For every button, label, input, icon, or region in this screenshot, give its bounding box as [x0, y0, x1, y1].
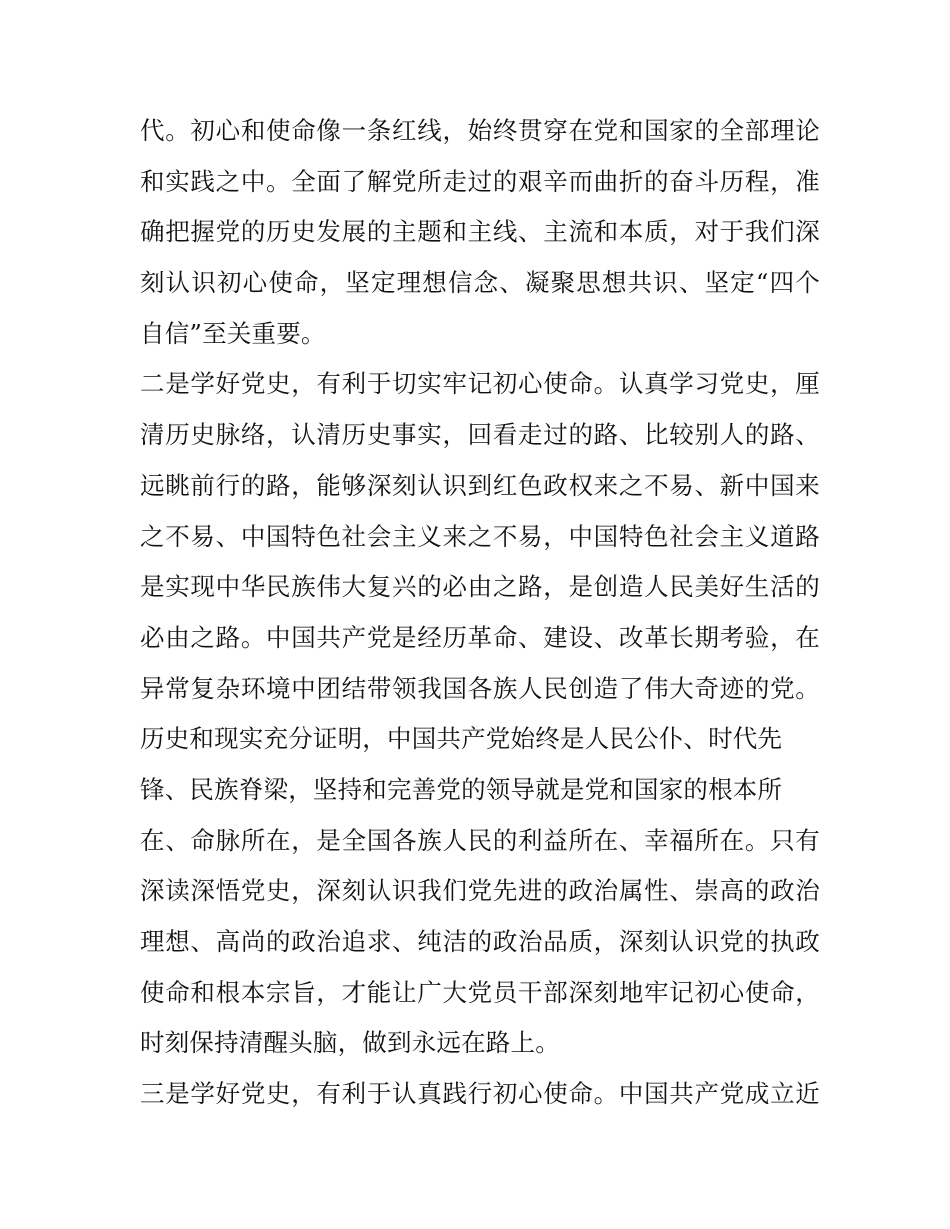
text-line: 刻认识初心使命，坚定理想信念、凝聚思想共识、坚定“四个: [140, 268, 820, 298]
text-line: 远眺前行的路，能够深刻认识到红色政权来之不易、新中国来: [140, 470, 820, 500]
text-line: 确把握党的历史发展的主题和主线、主流和本质，对于我们深: [140, 217, 820, 247]
text-line: 时刻保持清醒头脑，做到永远在路上。: [140, 1028, 560, 1058]
paragraph-1: [140, 106, 820, 359]
text-line: 二是学好党史，有利于切实牢记初心使命。认真学习党史，厘: [140, 369, 820, 399]
text-line: 是实现中华民族伟大复兴的必由之路，是创造人民美好生活的: [140, 572, 820, 602]
text-line: 自信”至关重要。: [140, 318, 326, 348]
text-line: 和实践之中。全面了解党所走过的艰辛而曲折的奋斗历程，准: [140, 166, 820, 196]
text-line: 使命和根本宗旨，才能让广大党员干部深刻地牢记初心使命，: [140, 977, 820, 1007]
text-line: 三是学好党史，有利于认真践行初心使命。中国共产党成立近: [140, 1079, 820, 1109]
text-line: 异常复杂环境中团结带领我国各族人民创造了伟大奇迹的党。: [140, 673, 820, 703]
paragraph-3: [140, 1069, 820, 1120]
text-line: 历史和现实充分证明，中国共产党始终是人民公仆、时代先: [140, 724, 783, 754]
document-body: [140, 106, 820, 1120]
text-line: 之不易、中国特色社会主义来之不易，中国特色社会主义道路: [140, 521, 820, 551]
text-line: 必由之路。中国共产党是经历革命、建设、改革长期考验，在: [140, 622, 820, 652]
text-line: 清历史脉络，认清历史事实，回看走过的路、比较别人的路、: [140, 420, 820, 450]
text-line: 代。初心和使命像一条红线，始终贯穿在党和国家的全部理论: [140, 116, 820, 145]
paragraph-2: [140, 359, 820, 1069]
text-line: 深读深悟党史，深刻认识我们党先进的政治属性、崇高的政治: [140, 876, 820, 906]
text-line: 锋、民族脊梁，坚持和完善党的领导就是党和国家的根本所: [140, 774, 783, 804]
text-line: 理想、高尚的政治追求、纯洁的政治品质，深刻认识党的执政: [140, 927, 820, 956]
text-line: 在、命脉所在，是全国各族人民的利益所在、幸福所在。只有: [140, 825, 820, 855]
